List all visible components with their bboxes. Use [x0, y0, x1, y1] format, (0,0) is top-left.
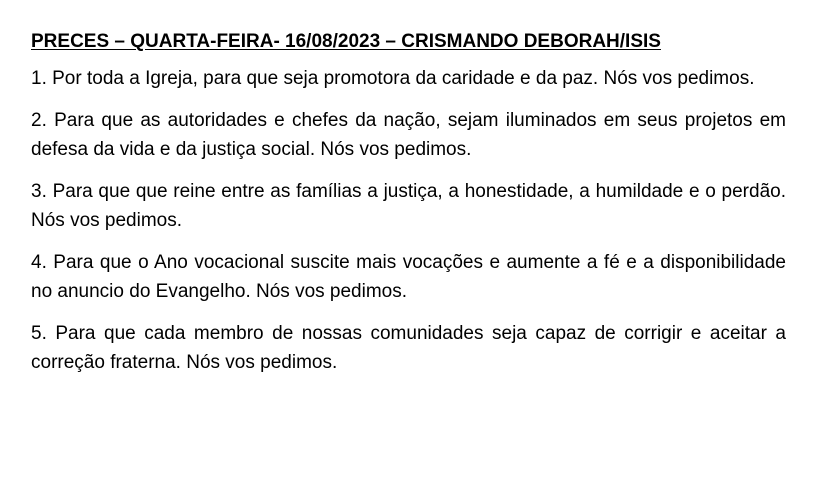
prayer-item-2: 2. Para que as autoridades e chefes da nação, sejam iluminados em seus projetos em defesa da vida e da justiça social. Nós vos pedimos. — [31, 110, 786, 160]
document-page — [31, 29, 786, 390]
prayer-item-3: 3. Para que que reine entre as famílias a justiça, a honestidade, a humildade e o perdão. Nós vos pedimos. — [31, 181, 786, 231]
document-title: PRECES – QUARTA-FEIRA- 16/08/2023 – CRISMANDO DEBORAH/ISIS — [31, 31, 661, 52]
prayer-item-4: 4. Para que o Ano vocacional suscite mais vocações e aumente a fé e a disponibilidade no anuncio do Evangelho. Nós vos pedimos. — [31, 252, 786, 302]
prayer-item-5: 5. Para que cada membro de nossas comunidades seja capaz de corrigir e aceitar a correção fraterna. Nós vos pedimos. — [31, 323, 786, 373]
prayer-item-1: 1. Por toda a Igreja, para que seja promotora da caridade e da paz. Nós vos pedimos. — [31, 68, 755, 89]
